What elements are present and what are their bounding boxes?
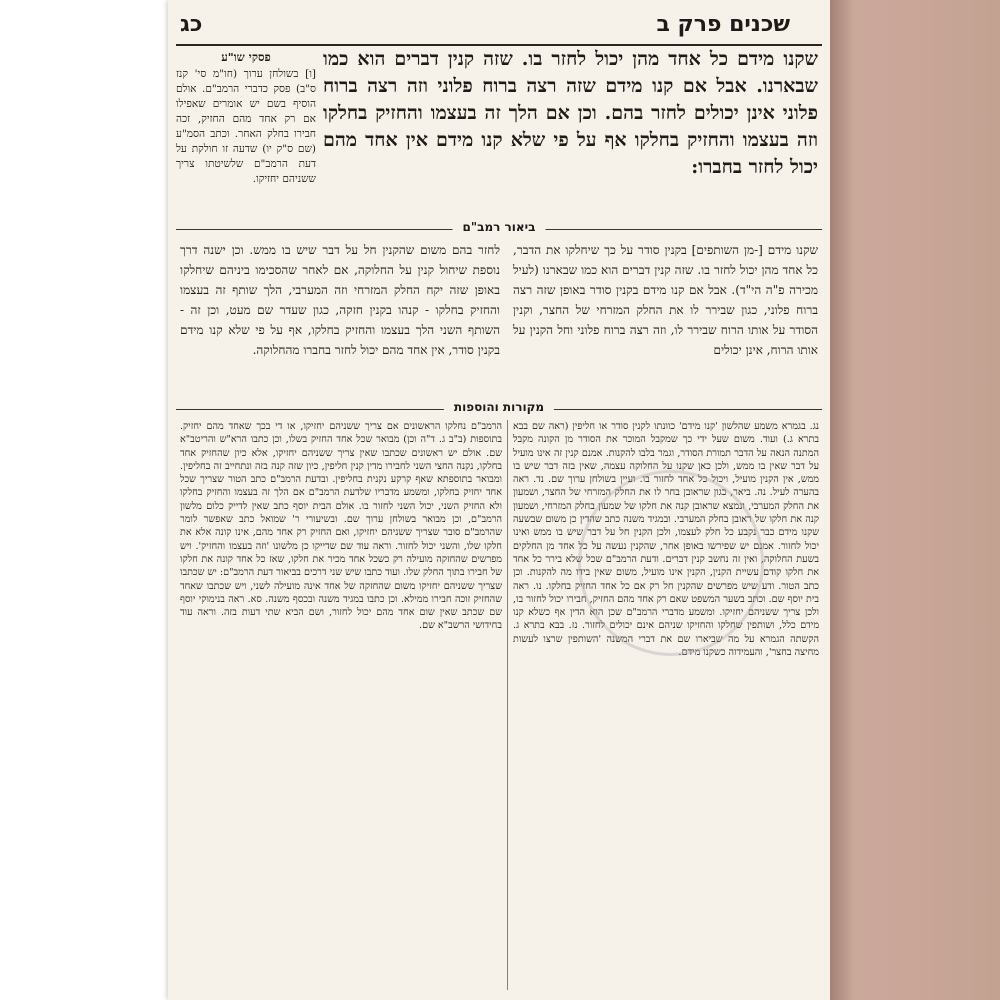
column-rule <box>507 420 508 990</box>
sources-divider <box>168 402 830 416</box>
side-note <box>176 50 316 187</box>
main-text: שקנו מידם כל אחד מהן יכול לחזר בו. שזה קנין דברים הוא כמו שבארנו. אבל אם קנו מידם שזה רצה ברוח פלוני וזה רצה ברוח פלוני אינן יכולים לחזר בהם. וכן אם הלך זה בעצמו והחזיק בחלקו וזה בעצמו והחזיק בחלקו אף על פי שלא קנו מידם אין אחד מהם יכול לחזר בחברו: <box>323 48 818 178</box>
side-note-text: [ו] בשולחן ערוך (חו"מ סי' קנז ס"ב) פסק כדברי הרמב"ם. אולם הוסיף בשם יש אומרים שאפילו אם רק אחד מהם החזיק, זכה חבירו בחלק האחר. וכתב הסמ"ע (שם ס"ק יו) שדעה זו חולקת על דעת הרמב"ם שלשיטתו צריך ששניהם יחזיקו. <box>176 68 316 185</box>
biur-heading: ביאור רמב"ם <box>453 220 546 234</box>
edge-shadow <box>830 0 854 1000</box>
page-number: כג <box>180 12 203 37</box>
sources-column-right: נג. בגמרא משמע שהלשון 'קנו מידם' כוונתו לקנין סודר או חליפין (ראה שם בבא בתרא ג.) ועוד. משום שעל ידי כך שמקבל המוכר את הסודר מן הקונה מקבל המתנה הנאה על הדבר תמורת הסודר, וגמר בלבו להקנות. אמנם קנין זה אינו מועיל על דבר שאין בו ממש, ולכן כאן שקנו על החלוקה עצמה, שאין בזה דבר שיש בו ממש, אין הקנין מועיל, ויכול כל אחד לחזור בו. ועיין בשולחן ערוך שם. נד. ראה בהערה לעיל. נה. ביאר, כגון שראובן בחר לו את החלק המזרחי של החצר, ושמעון את החלק המערבי, ונמצא שראובן קנה את חלקו של שמעון בחלק המזרחי, ושמעון קנה את חלקו של ראובן בחלק המערבי. ובמגיד משנה כתב שהדין כן משום שבשעה שקנו מידם כבר נקבע כל חלק לעצמו, ולכן הקנין חל על דבר שיש בו ממש ואינו יכול לחזור. אמנם יש שפירשו באופן אחר, שהקנין נעשה על כל אחד מן החלקים בשעת החלוקה, ואין זה נחשב קנין דברים. ודעת הרמב"ם שכל שלא בירר כל אחד את חלקו קודם עשיית הקנין, הקנין אינו מועיל, משום שאין בידו מה להקנות. וכן כתב הטור. ודע שיש מפרשים שהקנין חל רק אם כל אחד החזיק בחלקו. נו. ראה בית יוסף שם. וכתב בשער המשפט שאם רק אחד מהם החזיק, חבירו יכול לחזור בו, ולכן צריך ששניהם יחזיקו. ומשמע מדברי הרמב"ם שכן הוא הדין אף כשלא קנו מידם כלל, ושותפין שחלקו והחזיקו שניהם אינם יכולים לחזור. נז. בבא בתרא ג. הקשתה הגמרא על מה שביארו שם את דברי המשנה 'השותפין שרצו לעשות מחיצה בחצר', והעמידוה כשקנו מידם. <box>513 421 819 659</box>
running-title: שכנים פרק ב <box>656 12 790 37</box>
page-edge <box>830 0 1000 1000</box>
sources-column-left: הרמב"ם נחלקו הראשונים אם צריך ששניהם יחזיקו, או די בכך שאחד מהם יחזיק. בתוספות (ב"ב ג. ד"ה וכן) מבואר שכל אחד החזיק בשלו, וכן כתבו הרא"ש והריטב"א שם. אולם יש ראשונים שכתבו שאין צריך ששניהם יחזיקו, אלא כיון שהחזיק אחד בחלקו, נקנה החצי השני לחבירו מדין קנין חליפין, כיון שזה קנה בזה ונתחייב זה בחליפין. ומבואר בתוספתא שאף קרקע נקנית בחליפין. ובדעת הרמב"ם כתב הטור שצריך שכל אחד יחזיק בחלקו, ומשמע מדבריו שלדעת הרמב"ם אם הלך זה בעצמו והחזיק בחלקו ולא החזיק השני, יכול השני לחזור בו. אולם הבית יוסף כתב שאין לדייק כלום מלשון הרמב"ם, וכן מבואר בשולחן ערוך שם. ובשיעורי ר' שמואל כתב שאפשר לומר שהרמב"ם סובר שצריך ששניהם יחזיקו, ואם החזיק רק אחד מהם, אינו קונה אלא את חלקו שלו, והשני יכול לחזור. וראה עוד שם שדייקו כן מלשונו 'וזה בעצמו והחזיק'. ויש מפרשים שהחזקה מועילה רק כשכל אחד מכיר את חלקו, שאז כל אחד קונה את חלקו של חבירו בתוך החלק שלו. ועוד כתבו שיש שני דרכים בביאור דעת הרמב"ם: יש שכתבו שצריך ששניהם יחזיקו משום שהחזקה של אחד אינה מועילה לשני, ויש שכתבו שאחד שהחזיק זוכה חבירו ממילא. וכן כתבו במגיד משנה ובכסף משנה. סא. ראה בנימוקי יוסף שם שכתב שאין שום אחד מהם יכול לחזור, ושם הביא שתי דעות בזה. וראה עוד בחידושי הרשב"א שם. <box>180 421 502 632</box>
book-page <box>168 0 830 1000</box>
sources-heading: מקורות והוספות <box>444 400 554 414</box>
side-note-heading: פסקי שו"ע <box>221 50 271 64</box>
watermark-seal <box>578 470 764 656</box>
biur-column-left: לחזר בהם משום שהקנין חל על דבר שיש בו ממש. וכן ישנה דרך נוספת שיחול קנין על החלוקה, אם לאחר שהסכימו ביניהם שיחלקו באופן שזה יקח החלק המזרחי וזה המערבי, הלך שותף זה בעצמו והחזיק בחלקו - קנהו בקנין חזקה, כגון שעדר שם מעט, וכן זה - השותף השני הלך בעצמו והחזיק בחלקו, אף על פי שלא קנו מידם בקנין סודר, אין אחד מהם יכול לחזר בחברו מהחלוקה. <box>180 243 500 357</box>
page-header <box>168 10 830 42</box>
biur-column-right: שקנו מידם [-מן השותפים] בקנין סודר על כך שיחלקו את הדבר, כל אחד מהן יכול לחזר בו. שזה קנין דברים הוא כמו שבארנו (לעיל מכירה פ"ה הי"ד). אבל אם קנו מידם בקנין סודר באופן שזה רצה ברוח פלוני, כגון שבירר לו את החלק המזרחי של החצר, וקנין הסודר על אותו הרוח שבירר לו, וזה רצה ברוח פלוני וחל הקנין על אותו הרוח, אינן יכולים <box>513 243 818 357</box>
biur-divider <box>168 222 830 236</box>
